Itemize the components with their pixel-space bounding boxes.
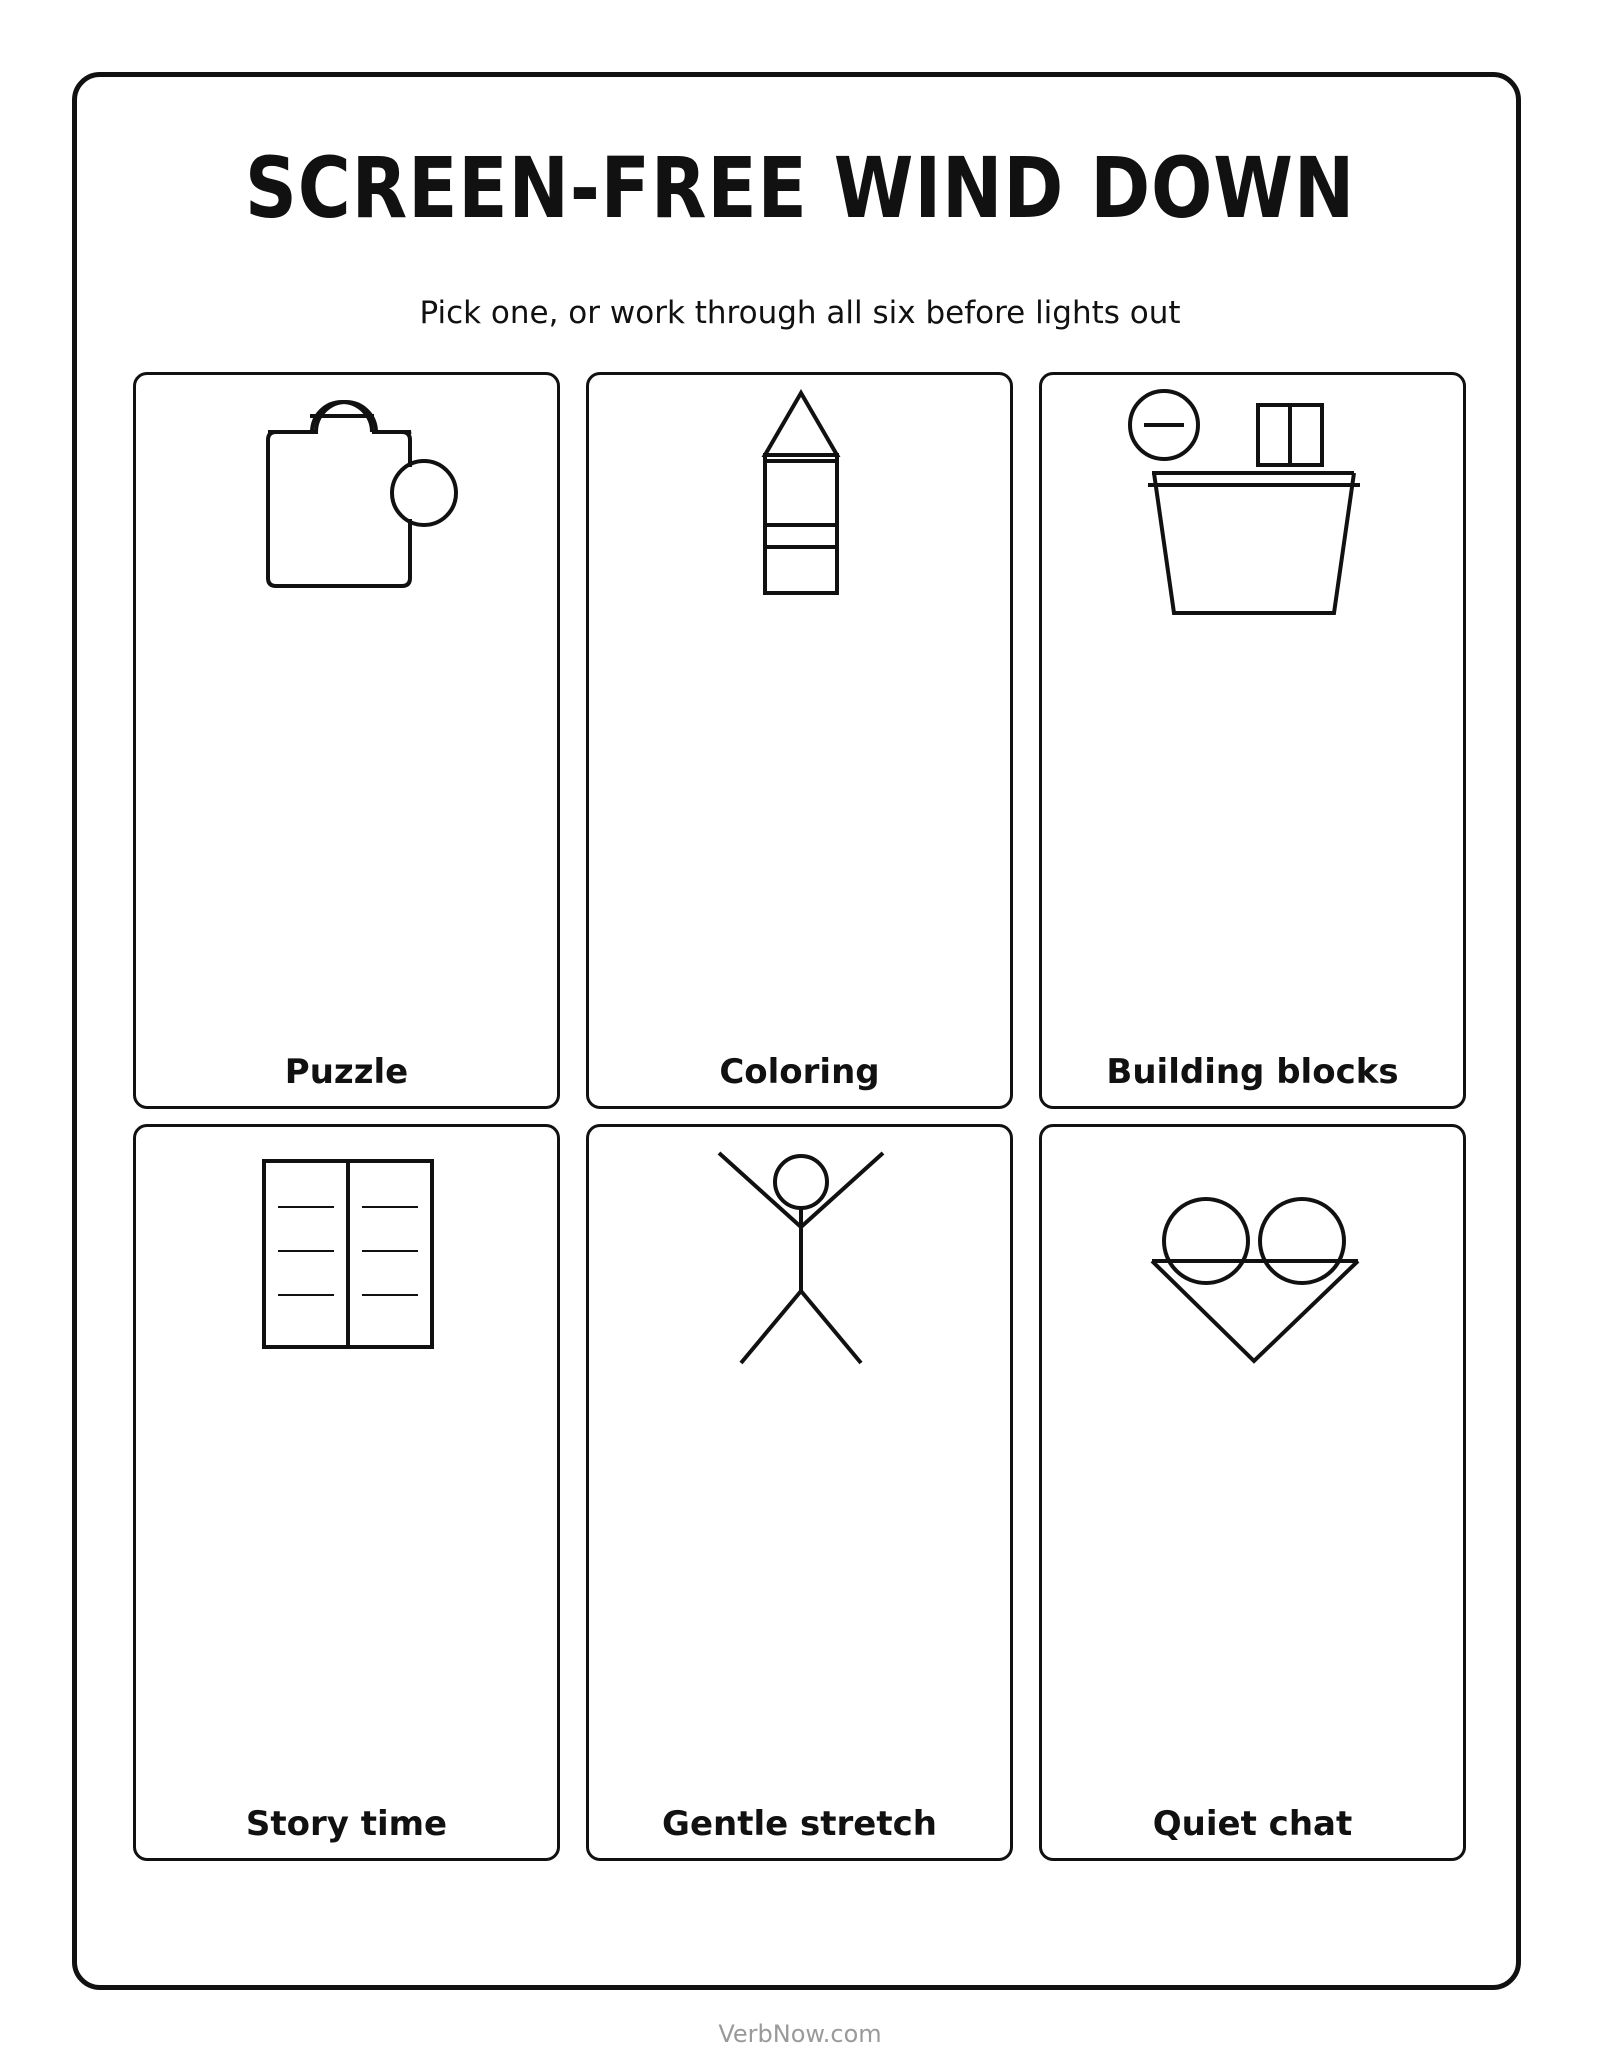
activity-card-puzzle	[133, 372, 560, 1109]
activity-card-coloring	[586, 372, 1013, 1109]
footer-credit: VerbNow.com	[718, 2020, 882, 2048]
heart-icon	[1042, 1127, 1469, 1387]
activity-label-puzzle: Puzzle	[284, 1052, 409, 1092]
worksheet-subtitle: Pick one, or work through all six before lights out	[419, 295, 1181, 331]
puzzle-piece-icon	[136, 375, 563, 635]
crayon-icon	[589, 375, 1016, 635]
activity-label-coloring: Coloring	[719, 1052, 880, 1092]
activity-card-building-blocks	[1039, 372, 1466, 1109]
activity-label-story-time: Story time	[245, 1804, 448, 1844]
activity-card-quiet-chat	[1039, 1124, 1466, 1861]
open-book-icon	[136, 1127, 563, 1387]
block-bin-icon	[1042, 375, 1469, 635]
worksheet-title: SCREEN-FREE WIND DOWN	[244, 139, 1356, 237]
stick-figure-icon	[589, 1127, 1016, 1387]
activity-label-gentle-stretch: Gentle stretch	[662, 1804, 937, 1844]
activity-card-gentle-stretch	[586, 1124, 1013, 1861]
activity-label-quiet-chat: Quiet chat	[1152, 1804, 1353, 1844]
activity-card-story-time	[133, 1124, 560, 1861]
activity-label-building-blocks: Building blocks	[1106, 1052, 1399, 1092]
